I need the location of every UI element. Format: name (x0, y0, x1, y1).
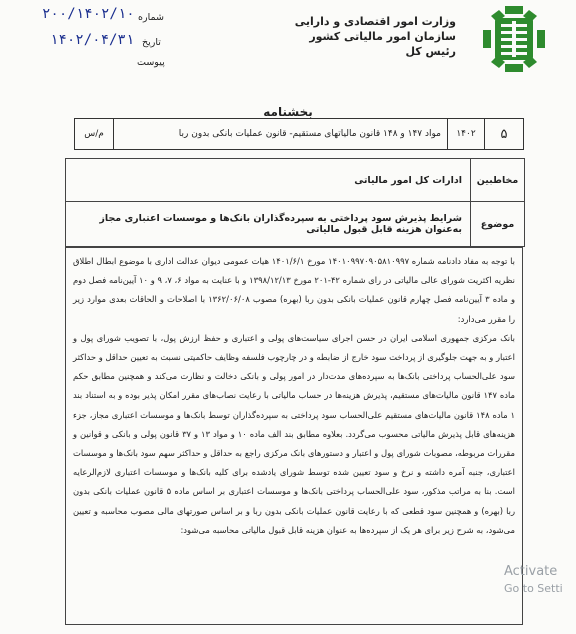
date-label: تاریخ (142, 37, 161, 48)
ministry-line-1: وزارت امور اقتصادی و دارایی (294, 15, 456, 28)
ministry-header (286, 14, 456, 59)
watermark-line-1: Activate (504, 564, 558, 579)
subject-label: موضوع (470, 202, 524, 246)
header-table (65, 158, 525, 247)
addressee-label: مخاطبین (470, 159, 524, 201)
body-text (65, 247, 523, 625)
circular-year: ۱۴۰۲ (447, 119, 484, 149)
windows-activation-watermark (504, 563, 563, 597)
circular-meta-strip (74, 118, 524, 150)
circular-code: م/س (84, 129, 104, 139)
handwritten-date: ۱۴۰۲/۰۴/۳۱ (50, 32, 135, 48)
document-title: بخشنامه (263, 105, 313, 119)
tax-organization-logo (483, 6, 545, 72)
ministry-line-2: سازمان امور مالیاتی کشور (309, 30, 456, 43)
body-paragraph-1: با توجه به مفاد دادنامه شماره ۱۴۰۱۰۹۹۷۰۹۰۵۸۱۰۹۹۷ مورخ ۱۴۰۱/۶/۱ هیات عمومی دیوان عدالت اداری با موضوع ابطال اطلاق نظریه اکثریت شورای عالی مالیاتی در رای شماره ۴۲-۲۰۱ مورخ ۱۳۹۸/۱۲/۱۳ و با عنایت به مواد ۶، ۷، ۹ و ۱۰ آیین‌نامه فصل دوم و ماده ۳ آیین‌نامه فصل چهارم قانون عملیات بانکی بدون ربا (بهره) مصوب ۱۳۶۲/۰۶/۰۸ با اصلاحات و الحاقات بعدی موارد زیر را مقرر می‌دارد: (73, 256, 515, 324)
addressee-value: ادارات کل امور مالیاتی (354, 174, 462, 186)
handwritten-number: ۲۰۰/۱۴۰۲/۱۰ (42, 6, 135, 22)
subject-value: شرایط پذیرش سود پرداختی به سپرده‌گذاران بانک‌ها و موسسات اعتباری مجاز به‌عنوان هزینه قابل قبول مالیاتی (99, 213, 462, 235)
subject-row (66, 202, 524, 246)
circular-subject-line: مواد ۱۴۷ و ۱۴۸ قانون مالیاتهای مستقیم- قانون عملیات بانکی بدون ربا (113, 119, 447, 149)
number-label: شماره (138, 12, 164, 23)
attachment-label: پیوست (137, 57, 165, 68)
circular-number: ۵ (484, 119, 523, 149)
body-paragraph-2: بانک مرکزی جمهوری اسلامی ایران در حسن اجرای سیاست‌های پولی و اعتباری و حفظ ارزش پول، با تصویب شورای پول و اعتبار و به جهت جلوگیری از پرداخت سود خارج از ضابطه و در چارچوب فلسفه وظایف حاکمیتی نسبت به تعیین حداقل و حداکثر سود علی‌الحساب پرداختی بانک‌ها به سپرده‌های مدت‌دار در امور پولی و بانکی دخالت و نظارت می‌کند و همچنین مطابق حکم ماده ۱۴۷ قانون مالیات‌های مستقیم، پذیرش هزینه‌ها در حساب مالیاتی با رعایت نصاب‌های مقرر امکان پذیر بوده و به استناد بند ۱ ماده ۱۴۸ قانون مالیات‌های مستقیم علی‌الحساب سود پرداختی به سپرده‌گذاران توسط بانک‌ها و موسسات اعتباری مجاز، جزء هزینه‌های قابل پذیرش مالیاتی محسوب می‌گردد. بعلاوه مطابق بند الف ماده ۱۰ و مواد ۱۳ و ۳۷ قانون پولی و بانکی و قوانین و مقررات مربوطه، مصوبات شورای پول و اعتبار و دستورهای بانک مرکزی راجع به حداقل و حداکثر سهم سود بانک‌ها و موسسات اعتباری، جنبه آمره داشته و نرخ و سود تعیین شده توسط شورای یادشده برای کلیه بانک‌ها و موسسات اعتباری لازم‌الرعایه است. بنا به مراتب مذکور، سود علی‌الحساب پرداختی بانک‌ها و موسسات اعتباری بر اساس ماده ۵ قانون عملیات بانکی بدون ربا (بهره) و همچنین سود قطعی که با رعایت قانون عملیات بانکی بدون ربا و بر اساس صورتهای مالی مصوب محاسبه و تعیین می‌شود، به شرح زیر برای هر یک از سپرده‌ها به عنوان هزینه قابل قبول مالیاتی محاسبه می‌شود: (73, 332, 516, 535)
addressee-row (66, 159, 524, 202)
ministry-line-3: رئیس کل (405, 45, 456, 58)
watermark-line-2: Go to Setti (504, 582, 563, 595)
